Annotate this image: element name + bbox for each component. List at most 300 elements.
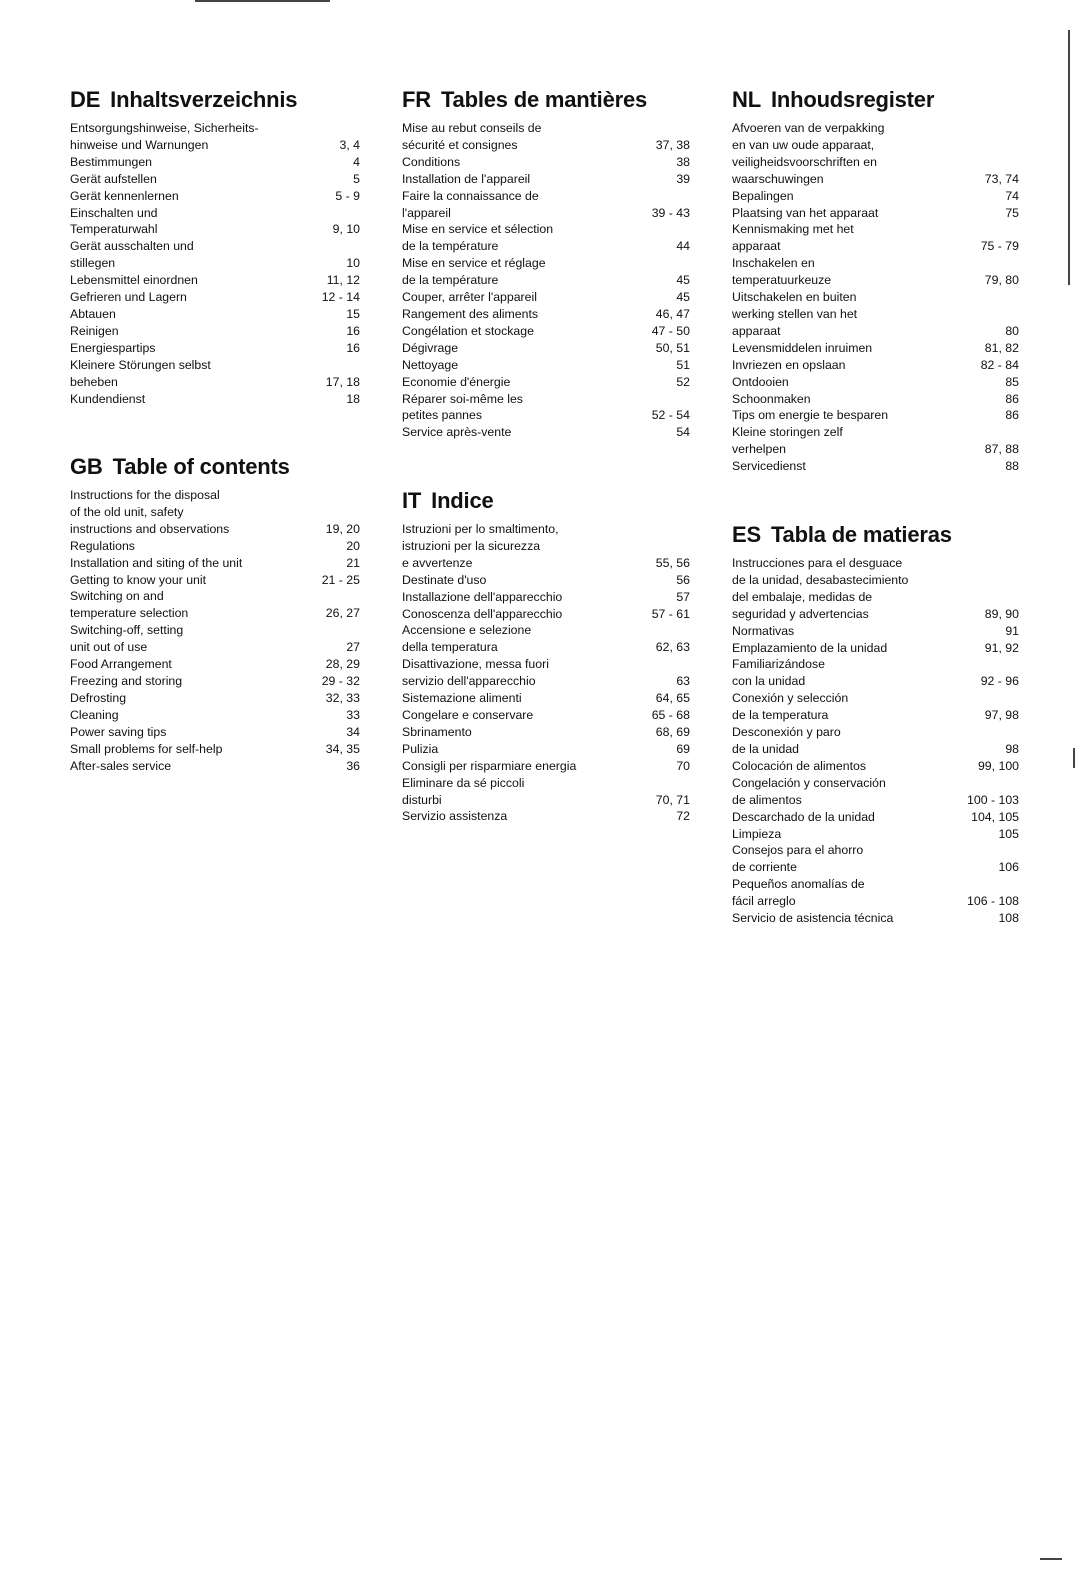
toc-entry-line: Kundendienst [70, 391, 146, 406]
toc-entry [732, 205, 1019, 222]
toc-entry [732, 656, 1019, 690]
toc-entry-pages: 39 - 43 [651, 205, 690, 220]
toc-entry-line: Nettoyage [402, 357, 459, 372]
toc-entry-line: stillegen [70, 256, 116, 271]
toc-entry-line: Mise en service et sélection [402, 222, 554, 237]
toc-entry-pages: 57 - 61 [651, 606, 690, 621]
toc-entry-line: Service après-vente [402, 425, 512, 440]
toc-entry-pages: 85 [1005, 374, 1019, 389]
toc-entry [732, 424, 1019, 458]
toc-entry-pages: 105 [998, 826, 1019, 841]
top-scan-mark [195, 0, 330, 2]
toc-entry-text [70, 340, 155, 357]
language-code: DE [70, 87, 101, 112]
toc-entry-line: Ontdooien [732, 374, 789, 389]
toc-entry-text [732, 357, 845, 374]
toc-entry-line: Installation and siting of the unit [70, 555, 243, 570]
toc-entry [70, 622, 360, 656]
toc-entry-line: Sistemazione alimenti [402, 691, 522, 706]
toc-entry-line: verhelpen [732, 442, 787, 457]
toc-entry-line: Lebensmittel einordnen [70, 273, 198, 288]
toc-entry-text [402, 323, 534, 340]
toc-entry-pages: 4 [353, 154, 360, 169]
toc-entry-line: Congelare e conservare [402, 707, 534, 722]
toc-entry-line: Getting to know your unit [70, 572, 207, 587]
toc-entry-text [402, 572, 486, 589]
toc-entry [402, 690, 690, 707]
toc-entry-pages: 75 - 79 [980, 239, 1019, 254]
toc-entry-text [732, 623, 794, 640]
toc-entry-line: Consejos para el ahorro [732, 843, 864, 858]
toc-entry-pages: 56 [676, 572, 690, 587]
toc-entry-line: petites pannes [402, 408, 482, 423]
toc-entry-pages: 97, 98 [984, 708, 1019, 723]
toc-entry-text [70, 487, 229, 538]
toc-entry-pages: 12 - 14 [321, 290, 360, 305]
toc-entry-line: Consigli per risparmiare energia [402, 758, 577, 773]
toc-entry [402, 741, 690, 758]
section-title: Inhaltsverzeichnis [110, 87, 298, 112]
toc-entry-line: Bestimmungen [70, 154, 153, 169]
toc-entry-text [70, 391, 145, 408]
toc-entry [70, 120, 360, 154]
toc-entry-text [70, 120, 259, 154]
toc-entry [732, 340, 1019, 357]
toc-entry-line: del embalaje, medidas de [732, 589, 873, 604]
toc-entry [70, 673, 360, 690]
section-title: Inhoudsregister [770, 87, 935, 112]
toc-entry-line: Servicio de asistencia técnica [732, 911, 894, 926]
toc-entry-pages: 34 [346, 724, 360, 739]
toc-entry-line: e avvertenze [402, 555, 473, 570]
toc-entry-line: Kennismaking met het [732, 222, 854, 237]
toc-entry [70, 588, 360, 622]
toc-entry-line: l'appareil [402, 205, 451, 220]
toc-entry-text [402, 606, 562, 623]
toc-entry-line: de la unidad [732, 741, 800, 756]
toc-entry-line: Installazione dell'apparecchio [402, 589, 563, 604]
toc-entry [402, 306, 690, 323]
toc-entry [70, 555, 360, 572]
toc-entry-pages: 36 [346, 758, 360, 773]
toc-entry-line: Faire la connaissance de [402, 188, 539, 203]
toc-entry-text [402, 424, 511, 441]
toc-entry-line: en van uw oude apparaat, [732, 137, 875, 152]
toc-entry-text [70, 555, 242, 572]
language-code: ES [732, 522, 761, 547]
toc-entry [70, 656, 360, 673]
toc-entry-pages: 92 - 96 [980, 674, 1019, 689]
toc-entry-pages: 68, 69 [655, 724, 690, 739]
toc-entry-pages: 72 [676, 809, 690, 824]
toc-entry-line: Plaatsing van het apparaat [732, 205, 879, 220]
toc-entry [402, 572, 690, 589]
toc-entry-pages: 50, 51 [655, 340, 690, 355]
toc-entry [70, 758, 360, 775]
toc-section-it [402, 489, 690, 825]
toc-entry [402, 171, 690, 188]
toc-entry [732, 690, 1019, 724]
toc-entry [732, 842, 1019, 876]
toc-entry-text [70, 588, 188, 622]
toc-entry-text [402, 154, 460, 171]
toc-entry [70, 357, 360, 391]
toc-entry-line: Pequeños anomalías de [732, 877, 865, 892]
toc-entry-line: Entsorgungshinweise, Sicherheits- [70, 121, 259, 135]
toc-entry [732, 188, 1019, 205]
toc-entry [402, 391, 690, 425]
toc-entry [402, 188, 690, 222]
toc-entry [402, 606, 690, 623]
section-heading [70, 88, 360, 112]
toc-entry [732, 407, 1019, 424]
toc-entry-line: servizio dell'apparecchio [402, 674, 536, 689]
toc-entry [70, 538, 360, 555]
toc-entry-text [402, 707, 533, 724]
toc-entry-text [70, 673, 182, 690]
toc-section-gb [70, 455, 360, 774]
toc-entry-line: instructions and observations [70, 521, 230, 536]
toc-entry-text [402, 758, 576, 775]
toc-entry-pages: 108 [998, 911, 1019, 926]
toc-entry-pages: 51 [676, 357, 690, 372]
toc-entry [732, 289, 1019, 340]
toc-entry-pages: 27 [346, 640, 360, 655]
toc-entry-pages: 104, 105 [971, 809, 1019, 824]
toc-entry [732, 555, 1019, 623]
toc-entry-text [402, 808, 507, 825]
toc-entry-line: Uitschakelen en buiten [732, 290, 857, 305]
toc-entry-line: Food Arrangement [70, 657, 172, 672]
toc-entry-pages: 88 [1005, 459, 1019, 474]
toc-entry-line: Réparer soi-même les [402, 391, 523, 406]
toc-entry [402, 775, 690, 809]
language-code: FR [402, 87, 431, 112]
toc-entry-text [732, 458, 806, 475]
toc-entry [402, 622, 690, 656]
toc-entry [70, 724, 360, 741]
toc-entry-pages: 28, 29 [325, 657, 360, 672]
toc-entry-line: Sbrinamento [402, 724, 472, 739]
toc-entry-pages: 16 [346, 323, 360, 338]
toc-entry-line: fácil arreglo [732, 894, 796, 909]
toc-entry-pages: 11, 12 [326, 273, 360, 288]
toc-entry-line: Accensione e selezione [402, 623, 532, 638]
toc-entry-line: Desconexión y paro [732, 725, 841, 740]
toc-entry-text [732, 205, 878, 222]
toc-entry-pages: 74 [1005, 188, 1019, 203]
toc-entry-line: Couper, arrêter l'appareil [402, 290, 537, 305]
toc-entry-pages: 73, 74 [984, 171, 1019, 186]
toc-entry-pages: 80 [1005, 323, 1019, 338]
toc-entry-pages: 19, 20 [325, 521, 360, 536]
toc-entry-text [732, 724, 841, 758]
toc-entry-pages: 20 [346, 538, 360, 553]
toc-entry-line: beheben [70, 374, 118, 389]
toc-entry-text [70, 741, 222, 758]
toc-entry-line: Congelación y conservación [732, 775, 886, 790]
toc-entry-pages: 33 [346, 707, 360, 722]
toc-entry [732, 623, 1019, 640]
toc-entry-text [732, 374, 789, 391]
toc-entry-text [402, 120, 541, 154]
toc-entry [70, 289, 360, 306]
toc-entry-line: Reinigen [70, 323, 119, 338]
toc-entry-pages: 10 [346, 256, 360, 271]
toc-entry-pages: 34, 35 [325, 741, 360, 756]
toc-entry-text [70, 707, 119, 724]
toc-entry-pages: 29 - 32 [321, 673, 360, 688]
toc-entry-line: Dégivrage [402, 340, 459, 355]
toc-entry-text [732, 775, 886, 809]
toc-entry-text [70, 205, 158, 239]
toc-entry-line: apparaat [732, 239, 781, 254]
edge-tick-right [1073, 748, 1075, 768]
toc-entry-pages: 82 - 84 [980, 357, 1019, 372]
toc-entry-pages: 86 [1005, 408, 1019, 423]
toc-entry [402, 656, 690, 690]
toc-entry-text [402, 171, 530, 188]
toc-entry-text [732, 120, 884, 188]
toc-entry [732, 458, 1019, 475]
toc-entry-line: Inschakelen en [732, 256, 815, 271]
toc-entry-pages: 106 [998, 860, 1019, 875]
toc-entry-line: Kleinere Störungen selbst [70, 357, 211, 372]
toc-entry-text [732, 424, 843, 458]
toc-entry [70, 707, 360, 724]
toc-entry-pages: 9, 10 [332, 222, 360, 237]
toc-entry-line: Defrosting [70, 690, 127, 705]
toc-entry-line: de la température [402, 273, 499, 288]
toc-entry-line: Instructions for the disposal [70, 488, 220, 502]
toc-entry-line: Freezing and storing [70, 673, 183, 688]
toc-entry-pages: 57 [676, 589, 690, 604]
toc-entry-pages: 70, 71 [655, 792, 690, 807]
toc-entry-text [402, 589, 562, 606]
toc-entry-line: seguridad y advertencias [732, 606, 869, 621]
toc-entry [732, 221, 1019, 255]
toc-entry [402, 255, 690, 289]
toc-entry-text [732, 188, 794, 205]
toc-entry-text [402, 357, 458, 374]
toc-entry-pages: 98 [1005, 741, 1019, 756]
toc-entry-line: Schoonmaken [732, 391, 811, 406]
toc-entry-pages: 79, 80 [984, 273, 1019, 288]
toc-entry-line: Conexión y selección [732, 691, 849, 706]
toc-entry [402, 374, 690, 391]
edge-line-right [1068, 30, 1070, 285]
toc-entry-pages: 91, 92 [984, 640, 1019, 655]
toc-entry-line: apparaat [732, 323, 781, 338]
toc-entry-line: Gerät ausschalten und [70, 239, 194, 254]
toc-entry-line: de la temperatura [732, 708, 829, 723]
toc-entry-line: Congélation et stockage [402, 323, 534, 338]
toc-entry-text [732, 640, 887, 657]
toc-entry-text [70, 272, 198, 289]
toc-entry-pages: 32, 33 [325, 690, 360, 705]
toc-entry-line: Conditions [402, 154, 461, 169]
toc-entry-text [70, 154, 152, 171]
toc-entry-text [402, 775, 524, 809]
toc-entry [70, 340, 360, 357]
toc-entry-text [732, 221, 854, 255]
toc-entry [70, 205, 360, 239]
toc-entry-line: Normativas [732, 623, 795, 638]
toc-entry [732, 910, 1019, 927]
toc-entry [402, 323, 690, 340]
toc-entry-text [70, 238, 194, 272]
toc-entry [732, 391, 1019, 408]
toc-entry-text [732, 876, 865, 910]
toc-entry [402, 724, 690, 741]
toc-entry-pages: 46, 47 [655, 306, 690, 321]
toc-entry-text [70, 572, 206, 589]
toc-entry [70, 323, 360, 340]
toc-entry-line: con la unidad [732, 674, 806, 689]
toc-entry-text [732, 289, 857, 340]
toc-entry-text [402, 622, 531, 656]
toc-entry-text [402, 289, 537, 306]
toc-entry-text [70, 724, 166, 741]
toc-entry-pages: 21 - 25 [321, 572, 360, 587]
toc-entry-text [70, 538, 135, 555]
toc-entry [70, 154, 360, 171]
toc-entry-text [732, 340, 872, 357]
toc-entry [402, 424, 690, 441]
toc-entry-line: de la unidad, desabastecimiento [732, 572, 909, 587]
toc-entry-pages: 26, 27 [325, 606, 360, 621]
toc-entry-pages: 45 [676, 273, 690, 288]
toc-entry-line: della temperatura [402, 640, 498, 655]
toc-entry [70, 690, 360, 707]
toc-entry-line: Switching on and [70, 589, 164, 604]
toc-entry-text [70, 690, 126, 707]
toc-entry-line: Rangement des aliments [402, 306, 539, 321]
toc-entry-text [70, 171, 157, 188]
toc-entry-line: of the old unit, safety [70, 504, 184, 519]
toc-entry-line: sécurité et consignes [402, 137, 518, 152]
toc-entry-line: de alimentos [732, 792, 802, 807]
toc-entry-line: Disattivazione, messa fuori [402, 657, 549, 672]
toc-entry-line: Colocación de alimentos [732, 758, 866, 773]
toc-entry [732, 357, 1019, 374]
toc-entry-text [732, 758, 866, 775]
toc-entry [402, 340, 690, 357]
toc-entry-pages: 3, 4 [339, 137, 360, 152]
toc-entry-line: Pulizia [402, 741, 439, 756]
toc-entry-line: Economie d'énergie [402, 374, 511, 389]
toc-entry [732, 775, 1019, 809]
toc-entry [732, 724, 1019, 758]
toc-entry-pages: 89, 90 [984, 606, 1019, 621]
toc-entry-line: Afvoeren van de verpakking [732, 121, 885, 135]
toc-section-fr [402, 88, 690, 441]
toc-entry-text [402, 255, 546, 289]
toc-entry [402, 589, 690, 606]
toc-section-de [70, 88, 360, 407]
toc-entry-pages: 5 [353, 171, 360, 186]
toc-entry-line: veiligheidsvoorschriften en [732, 154, 877, 169]
toc-entry-text [402, 188, 539, 222]
toc-entry-line: Small problems for self-help [70, 741, 223, 756]
toc-entry-line: Einschalten und [70, 205, 158, 220]
toc-entry-text [402, 391, 523, 425]
section-title: Table of contents [112, 454, 290, 479]
toc-entry-text [732, 555, 908, 623]
toc-entry-text [732, 690, 848, 724]
toc-entry-pages: 38 [676, 154, 690, 169]
toc-section-nl [732, 88, 1019, 475]
toc-entry [732, 758, 1019, 775]
toc-entry-line: Regulations [70, 538, 135, 553]
toc-entry-line: Mise en service et réglage [402, 256, 546, 271]
toc-entry-line: Gerät aufstellen [70, 171, 157, 186]
toc-entry-pages: 62, 63 [655, 640, 690, 655]
toc-entry [732, 826, 1019, 843]
bottom-scan-mark [1040, 1558, 1062, 1560]
toc-entry-line: Kleine storingen zelf [732, 425, 843, 440]
toc-entry-line: Bepalingen [732, 188, 794, 203]
toc-entry-line: Destinate d'uso [402, 572, 487, 587]
toc-entry [70, 487, 360, 538]
toc-entry [732, 255, 1019, 289]
toc-entry-pages: 70 [676, 758, 690, 773]
toc-entry [732, 640, 1019, 657]
toc-entry-line: Invriezen en opslaan [732, 357, 846, 372]
toc-entry-line: Servizio assistenza [402, 809, 508, 824]
toc-entry [402, 221, 690, 255]
toc-entry [402, 521, 690, 572]
toc-entry-pages: 87, 88 [984, 442, 1019, 457]
toc-entry-line: Servicedienst [732, 459, 806, 474]
toc-entry-line: Familiarizándose [732, 657, 825, 672]
toc-entry-pages: 47 - 50 [651, 323, 690, 338]
toc-entry-text [70, 357, 211, 391]
section-heading [402, 88, 690, 112]
section-heading [70, 455, 360, 479]
toc-entry-line: istruzioni per la sicurezza [402, 538, 541, 553]
toc-entry-text [402, 724, 472, 741]
toc-entry [402, 707, 690, 724]
toc-entry-line: Levensmiddelen inruimen [732, 340, 873, 355]
language-code: IT [402, 488, 422, 513]
toc-entry-text [732, 255, 831, 289]
toc-entry-line: Limpieza [732, 826, 782, 841]
toc-entry-line: Tips om energie te besparen [732, 408, 889, 423]
toc-entry-pages: 37, 38 [655, 137, 690, 152]
toc-entry-line: Gefrieren und Lagern [70, 290, 187, 305]
toc-entry-line: Installation de l'appareil [402, 171, 531, 186]
toc-entry [70, 306, 360, 323]
toc-entry-line: werking stellen van het [732, 306, 858, 321]
toc-entry-pages: 18 [346, 391, 360, 406]
toc-entry-line: de la température [402, 239, 499, 254]
toc-entry-pages: 17, 18 [325, 374, 360, 389]
toc-entry-pages: 91 [1005, 623, 1019, 638]
toc-entry [402, 758, 690, 775]
toc-entry-text [402, 221, 553, 255]
toc-entry-text [402, 521, 559, 572]
toc-entry [402, 357, 690, 374]
toc-entry-pages: 39 [676, 171, 690, 186]
toc-entry-pages: 99, 100 [977, 758, 1019, 773]
toc-entry-line: Emplazamiento de la unidad [732, 640, 888, 655]
toc-entry-pages: 86 [1005, 391, 1019, 406]
toc-entry-pages: 44 [676, 239, 690, 254]
toc-entry-text [402, 741, 438, 758]
toc-entry-line: Mise au rebut conseils de [402, 121, 542, 135]
toc-entry-text [70, 622, 183, 656]
